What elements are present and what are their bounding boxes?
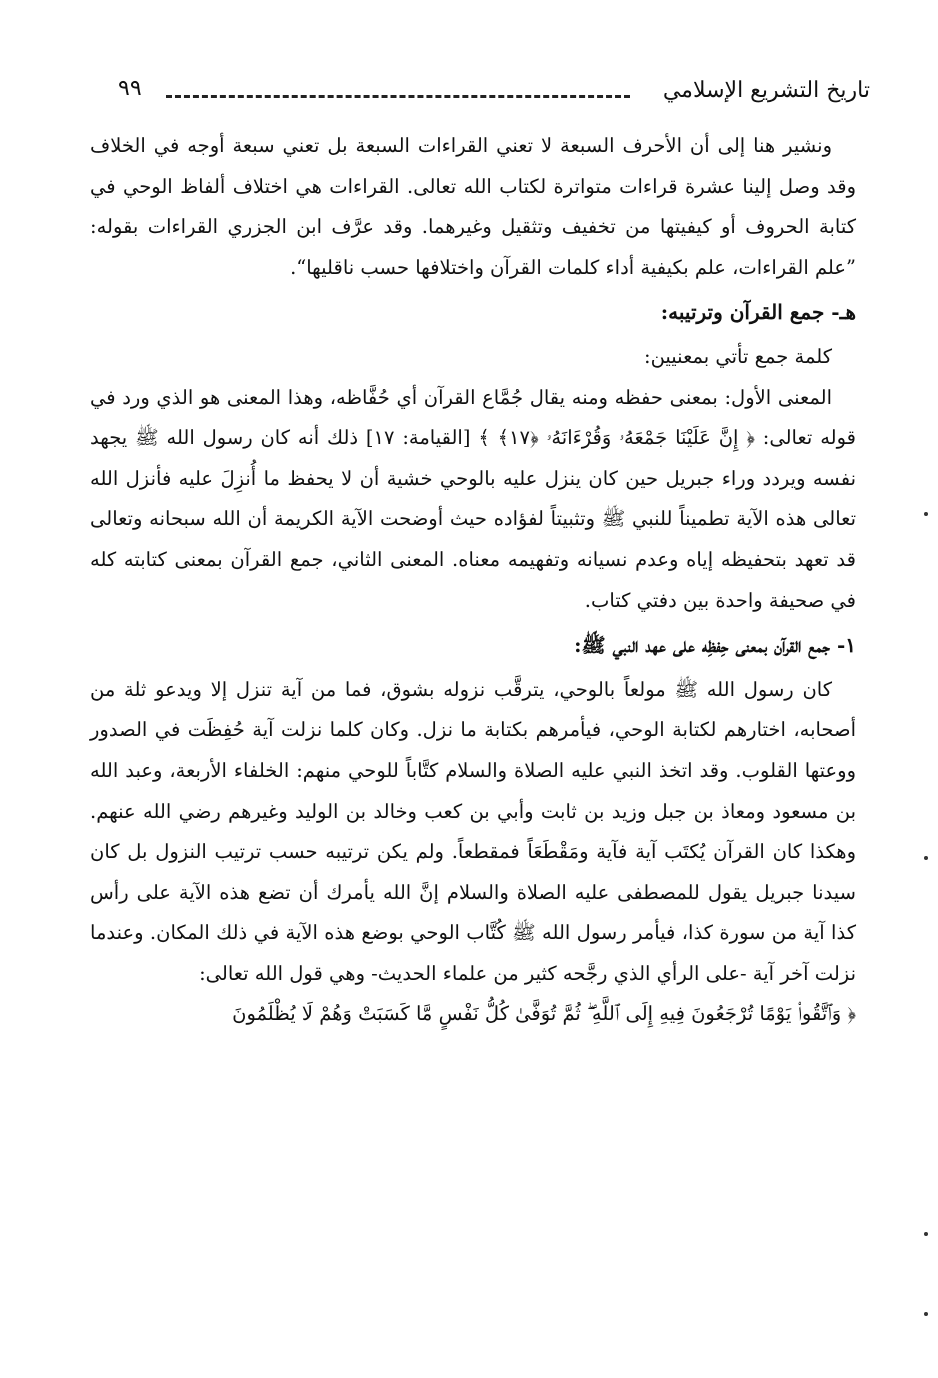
book-title: تاريخ التشريع الإسلامي xyxy=(662,78,870,103)
quran-verse: ﴿ وَٱتَّقُوا۟ يَوْمًا تُرْجَعُونَ فِيهِ إِلَى ٱللَّهِ ۖ ثُمَّ تُوَفَّىٰ كُلُّ نَفْسٍ مَّا كَسَبَتْ وَهُمْ لَا يُظْلَمُونَ xyxy=(232,1002,856,1026)
header-dashed-rule xyxy=(166,95,630,98)
margin-mark xyxy=(924,856,928,860)
page-number: ٩٩ xyxy=(118,76,142,101)
running-header xyxy=(118,74,870,118)
margin-mark xyxy=(924,1312,928,1316)
paragraph-seven-letters: ونشير هنا إلى أن الأحرف السبعة لا تعني القراءات السبعة بل تعني سبعة أوجه في الخلاف وقد وصل إلينا عشرة قراءات متواترة لكتاب الله تعالى. القراءات هي اختلاف ألفاظ الوحي في كتابة الحروف أو كيفيتها من تخفيف وتثقيل وغيرهما. وقد عرَّف ابن الجزري القراءات بقوله: ”علم القراءات، علم بكيفية أداء كلمات القرآن واختلافها حسب ناقليها“. xyxy=(90,134,856,279)
paragraph-first-meaning: المعنى الأول: بمعنى حفظه ومنه يقال جُمَّاع القرآن أي حُفَّاظه، وهذا المعنى هو الذي ورد في قوله تعالى: ﴿ إِنَّ عَلَيْنَا جَمْعَهُۥ وَقُرْءَانَهُۥ ﴿١٧﴾ ﴾ [القيامة: ١٧] ذلك أنه كان رسول الله ﷺ يجهد نفسه ويردد وراء جبريل حين كان ينزل عليه بالوحي خشية أن لا يحفظ ما أُنزِلَ عليه فأنزل الله تعالى هذه الآية تطميناً للنبي ﷺ وتثبيتاً لفؤاده حيث أوضحت الآية الكريمة أن الله سبحانه وتعالى قد تعهد بتحفيظه إياه وعدم نسيانه وتفهيمه معناه. المعنى الثاني، جمع القرآن بمعنى كتابته كله في صحيفة واحدة بين دفتي كتاب. xyxy=(90,385,856,612)
margin-mark xyxy=(924,512,928,516)
paragraph-two-meanings: كلمة جمع تأتي بمعنيين: xyxy=(644,344,832,368)
subsection-heading-memorization: ١- جمع القرآن بمعنى حِفظِه على عهد النبي ﷺ: xyxy=(574,633,856,658)
body-text xyxy=(90,126,856,1035)
section-heading-compilation: هـ- جمع القرآن وترتيبه: xyxy=(660,300,856,325)
paragraph-revelation-scribes: كان رسول الله ﷺ مولعاً بالوحي، يترقَّب نزوله بشوق، فما من آية تنزل إلا ويدعو ثلة من أصحابه، اختارهم لكتابة الوحي، فيأمرهم بكتابة ما نزل. وكان كلما نزلت آية حُفِظَت في الصدور ووعتها القلوب. وقد اتخذ النبي عليه الصلاة والسلام كتَّاباً للوحي منهم: الخلفاء الأربعة، وعبد الله بن مسعود ومعاذ بن جبل وزيد بن ثابت وأبي بن كعب وخالد بن الوليد وغيرهم رضي الله عنهم. وهكذا كان القرآن يُكتَب آية فآية ومَقْطَعَاً فمقطعاً. ولم يكن ترتيبه حسب ترتيب النزول بل كان سيدنا جبريل يقول للمصطفى عليه الصلاة والسلام إنَّ الله يأمرك أن تضع هذه الآية على رأس كذا آية من سورة كذا، فيأمر رسول الله ﷺ كُتَّاب الوحي بوضع هذه الآية في ذلك المكان. وعندما نزلت آخر آية -على الرأي الذي رجَّحه كثير من علماء الحديث- وهي قول الله تعالى: xyxy=(90,677,856,985)
margin-mark xyxy=(924,1232,928,1236)
